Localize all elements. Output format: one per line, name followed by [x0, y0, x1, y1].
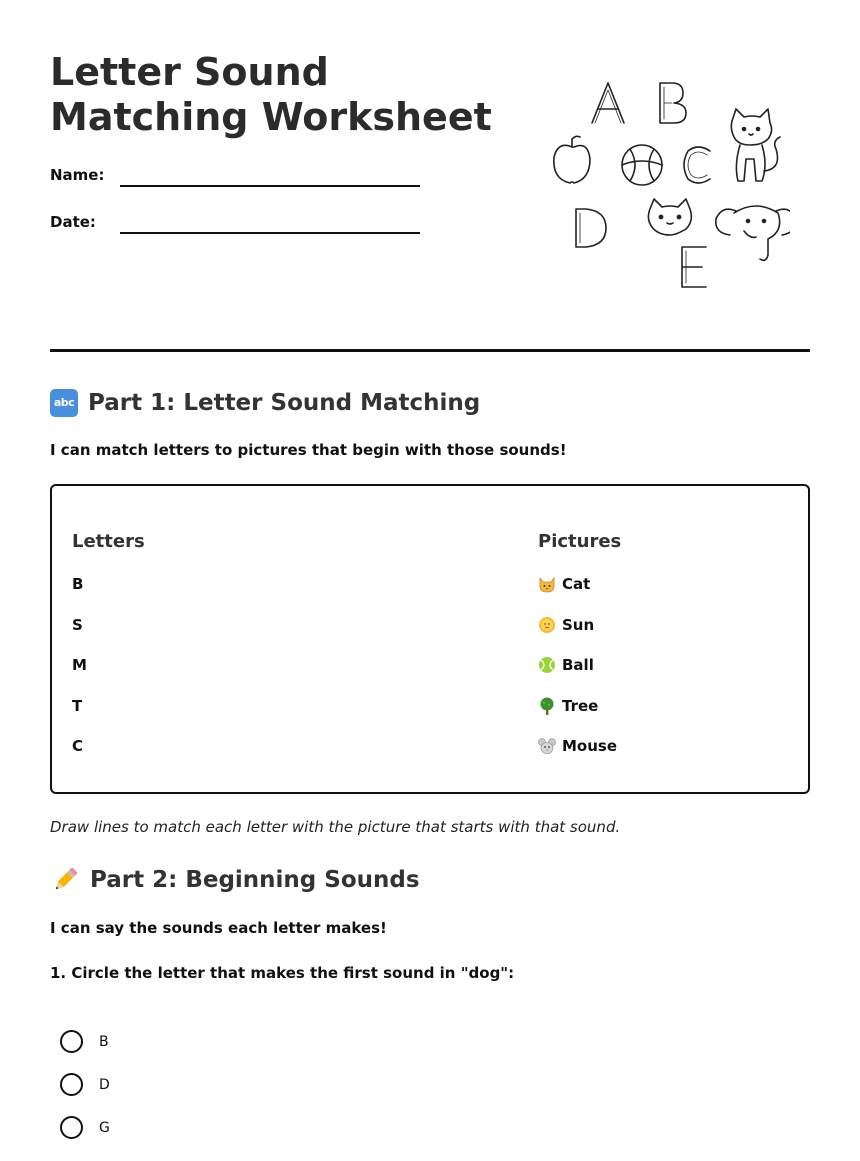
part1-title: Part 1: Letter Sound Matching — [88, 390, 481, 416]
abc-icon: abc — [50, 389, 78, 417]
part1-instruction: Draw lines to match each letter with the picture that starts with that sound. — [50, 818, 621, 836]
apple-icon — [554, 136, 590, 183]
picture-item-mouse[interactable] — [538, 737, 617, 755]
outline-letter-c-icon — [684, 147, 710, 183]
pictures-column-header: Pictures — [538, 531, 622, 552]
elephant-icon — [716, 206, 790, 260]
beach-ball-icon — [622, 145, 662, 185]
letter-item[interactable]: B — [72, 575, 84, 593]
sun-icon — [538, 616, 556, 634]
option-label: G — [99, 1119, 110, 1136]
page-title: Letter Sound Matching Worksheet — [50, 50, 492, 139]
date-field-row — [50, 213, 430, 243]
sitting-cat-icon — [731, 109, 780, 181]
picture-item-ball[interactable] — [538, 656, 594, 674]
radio-circle[interactable] — [60, 1073, 83, 1096]
letter-item[interactable]: C — [72, 737, 84, 755]
part2-subtitle: I can say the sounds each letter makes! — [50, 919, 387, 937]
part1-subtitle: I can match letters to pictures that begin with those sounds! — [50, 441, 567, 459]
radio-circle[interactable] — [60, 1116, 83, 1139]
alphabet-clipart-illustration — [550, 75, 790, 295]
picture-item-sun[interactable] — [538, 616, 594, 634]
part1-heading — [50, 389, 480, 417]
outline-letter-e-icon — [682, 247, 706, 287]
answer-option[interactable] — [60, 1116, 110, 1139]
tree-icon — [538, 697, 556, 715]
picture-label: Ball — [562, 656, 594, 674]
outline-letter-b-icon — [660, 83, 686, 123]
section-divider — [50, 349, 810, 352]
pencil-icon — [50, 865, 80, 895]
name-field-row — [50, 166, 430, 196]
radio-circle[interactable] — [60, 1030, 83, 1053]
date-label: Date: — [50, 213, 96, 231]
date-write-line[interactable] — [120, 232, 420, 234]
answer-option[interactable] — [60, 1030, 109, 1053]
outline-letter-d-icon — [576, 209, 606, 247]
outline-letter-a-icon — [592, 83, 624, 123]
picture-label: Mouse — [562, 737, 618, 755]
picture-item-tree[interactable] — [538, 697, 598, 715]
letters-column-header: Letters — [72, 531, 145, 552]
picture-label: Cat — [562, 575, 591, 593]
answer-option[interactable] — [60, 1073, 110, 1096]
part2-heading — [50, 865, 420, 895]
name-write-line[interactable] — [120, 185, 420, 187]
mouse-face-icon — [538, 737, 556, 755]
picture-label: Sun — [562, 616, 595, 634]
tennis-ball-icon — [538, 656, 556, 674]
question-1-text: 1. Circle the letter that makes the first sound in "dog": — [50, 964, 515, 982]
option-label: B — [99, 1033, 109, 1050]
picture-item-cat[interactable] — [538, 575, 590, 593]
cat-face-icon — [538, 575, 556, 593]
name-label: Name: — [50, 166, 105, 184]
letter-item[interactable]: M — [72, 656, 87, 674]
option-label: D — [99, 1076, 110, 1093]
cat-face-outline-icon — [648, 199, 691, 235]
letter-item[interactable]: S — [72, 616, 83, 634]
matching-box — [50, 484, 810, 794]
picture-label: Tree — [562, 697, 599, 715]
letter-item[interactable]: T — [72, 697, 83, 715]
part2-title: Part 2: Beginning Sounds — [90, 867, 420, 893]
